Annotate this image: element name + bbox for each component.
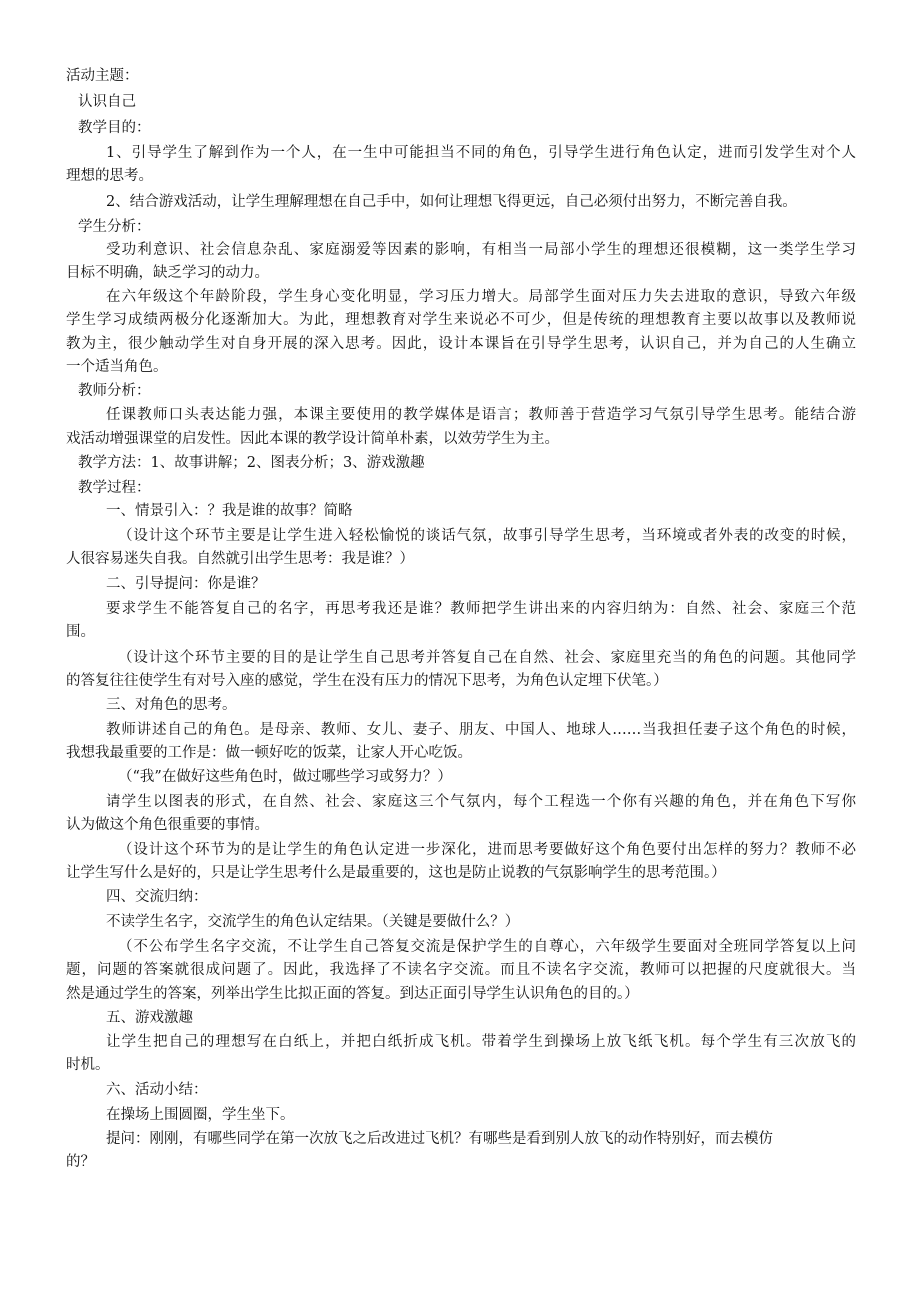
activity-theme-value: 认识自己 — [78, 94, 136, 110]
section-heading: 六、活动小结： — [106, 1082, 208, 1098]
paragraph-line: 1、引导学生了解到作为一个人，在一生中可能担当不同的角色，引导学生进行角色认定，进而引发学生对个人 — [106, 145, 856, 161]
paragraph-line: 2、结合游戏活动，让学生理解理想在自己手中，如何让理想飞得更远，自己必须付出努力，不断完善自我。 — [106, 194, 797, 210]
section-heading: 一、情景引入：？我是谁的故事？简略 — [106, 503, 353, 519]
teaching-method-line: 教学方法：1、故事讲解；2、图表分析；3、游戏激趣 — [78, 455, 425, 471]
activity-theme-heading: 活动主题： — [66, 68, 139, 84]
paragraph-line: 戏活动增强课堂的启发性。因此本课的教学设计简单朴素，以效劳学生为主。 — [66, 431, 559, 447]
paragraph-line: 人很容易迷失自我。自然就引出学生思考：我是谁？） — [66, 551, 414, 567]
paragraph-line: 认为做这个角色很重要的事情。 — [66, 817, 269, 833]
section-heading: 四、交流归纳： — [106, 889, 208, 905]
paragraph-line: （“我”在做好这些角色时，做过哪些学习或努力？） — [118, 769, 452, 785]
paragraph-line: （不公布学生名字交流，不让学生自己答复交流是保护学生的自尊心，六年级学生要面对全班同学答复以上问 — [118, 939, 856, 955]
section-heading: 五、游戏激趣 — [106, 1010, 193, 1026]
paragraph-line: （设计这个环节主要是让学生进入轻松愉悦的谈话气氛，故事引导学生思考，当环境或者外表的改变的时候， — [118, 528, 856, 544]
paragraph-line: 请学生以图表的形式，在自然、社会、家庭这三个气氛内，每个工程选一个你有兴趣的角色，并在角色下写你 — [106, 794, 856, 810]
paragraph-line: 学生学习成绩两极分化逐渐加大。为此，理想教育对学生来说必不可少，但是传统的理想教育主要以故事以及教师说 — [66, 312, 856, 328]
paragraph-line: 教为主，很少触动学生对自身开展的深入思考。因此，设计本课旨在引导学生思考，认识自己，并为自己的人生确立 — [66, 336, 856, 352]
section-heading: 三、对角色的思考。 — [106, 697, 237, 713]
paragraph-line: 受功利意识、社会信息杂乱、家庭溺爱等因素的影响，有相当一局部小学生的理想还很模糊，这一类学生学习 — [106, 242, 856, 258]
paragraph-line: （设计这个环节为的是让学生的角色认定进一步深化，进而思考要做好这个角色要付出怎样的努力？教师不必 — [118, 842, 856, 858]
section-heading: 二、引导提问：你是谁？ — [106, 576, 266, 592]
paragraph-line: 一个适当角色。 — [66, 359, 168, 375]
paragraph-line: 然是通过学生的答案，列举出学生比拟正面的答复。到达正面引导学生认识角色的目的。） — [66, 986, 639, 1002]
paragraph-line: 题，问题的答案就很成问题了。因此，我选择了不读名字交流。而且不读名字交流，教师可以把握的尺度就很大。当 — [66, 962, 856, 978]
teaching-process-heading: 教学过程： — [78, 480, 151, 496]
paragraph-line: 在操场上围圆圈，学生坐下。 — [106, 1107, 295, 1123]
paragraph-line: 要求学生不能答复自己的名字，再思考我还是谁？教师把学生讲出来的内容归纳为：自然、社会、家庭三个范 — [106, 601, 856, 617]
teacher-analysis-heading: 教师分析： — [78, 383, 151, 399]
student-analysis-heading: 学生分析： — [78, 219, 151, 235]
teaching-goal-heading: 教学目的： — [78, 120, 151, 136]
paragraph-line: 目标不明确，缺乏学习的动力。 — [66, 265, 269, 281]
paragraph-line: 理想的思考。 — [66, 168, 153, 184]
paragraph-line: 的答复往往使学生有对号入座的感觉，学生在没有压力的情况下思考，为角色认定埋下伏笔。） — [66, 673, 668, 689]
paragraph-line: 不读学生名字，交流学生的角色认定结果。（关键是要做什么？） — [106, 914, 520, 930]
paragraph-line: 的？ — [66, 1154, 95, 1170]
paragraph-line: 我想我最重要的工作是：做一顿好吃的饭菜，让家人开心吃饭。 — [66, 745, 472, 761]
paragraph-line: 提问：刚刚，有哪些同学在第一次放飞之后改进过飞机？有哪些是看到别人放飞的动作特别好，而去模仿 — [106, 1131, 773, 1147]
paragraph-line: 在六年级这个年龄阶段，学生身心变化明显，学习压力增大。局部学生面对压力失去进取的意识，导致六年级 — [106, 289, 856, 305]
paragraph-line: 围。 — [66, 624, 95, 640]
paragraph-line: 让学生把自己的理想写在白纸上，并把白纸折成飞机。带着学生到操场上放飞纸飞机。每个学生有三次放飞的 — [106, 1034, 856, 1050]
paragraph-line: 让学生写什么是好的，只是让学生思考什么是最重要的，这也是防止说教的气氛影响学生的思考范围。） — [66, 865, 726, 881]
paragraph-line: 任课教师口头表达能力强，本课主要使用的教学媒体是语言；教师善于营造学习气氛引导学生思考。能结合游 — [106, 407, 856, 423]
paragraph-line: 教师讲述自己的角色。是母亲、教师、女儿、妻子、朋友、中国人、地球人……当我担任妻子这个角色的时候， — [106, 722, 856, 738]
paragraph-line: 时机。 — [66, 1057, 110, 1073]
paragraph-line: （设计这个环节主要的目的是让学生自己思考并答复自己在自然、社会、家庭里充当的角色的问题。其他同学 — [118, 650, 856, 666]
